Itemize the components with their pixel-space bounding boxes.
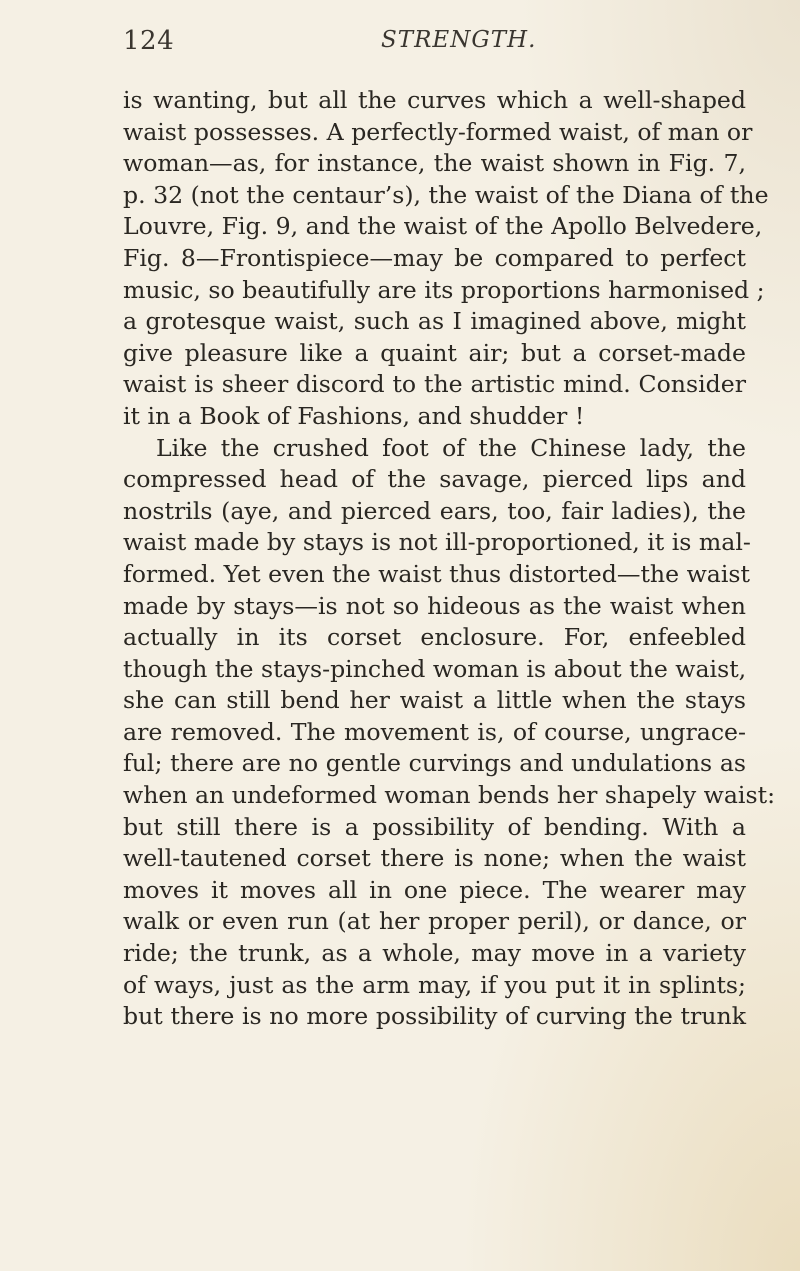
page-header [123,26,743,66]
text-line: waist is sheer discord to the artistic mind. Consider [123,370,746,399]
running-head: STRENGTH. [381,27,537,53]
text-line: ride; the trunk, as a whole, may move in a variety [123,939,746,968]
text-line: a grotesque waist, such as I imagined above, might [123,307,746,336]
text-line: give pleasure like a quaint air; but a corset-made [123,338,746,367]
text-line: is wanting, but all the curves which a well-shaped [123,86,746,114]
text-line: made by stays—is not so hideous as the waist when [123,591,746,620]
text-line: formed. Yet even the waist thus distorted—the waist [123,559,750,588]
text-line: Fig. 8—Frontispiece—may be compared to perfect [123,243,746,272]
text-line: waist made by stays is not ill-proportioned, it is mal- [123,528,751,557]
text-line: woman—as, for instance, the waist shown in Fig. 7, [123,149,746,178]
text-line: but still there is a possibility of bending. With a [123,812,746,841]
text-line: compressed head of the savage, pierced lips and [123,465,746,494]
text-line: ful; there are no gentle curvings and undulations as [123,749,746,778]
text-line: Louvre, Fig. 9, and the waist of the Apollo Belvedere, [123,212,763,241]
text-line: but there is no more possibility of curving the trunk [123,1002,746,1031]
text-line: well-tautened corset there is none; when the waist [123,844,746,873]
text-line: music, so beautifully are its proportions harmonised ; [123,275,765,304]
paragraph-end-line: it in a Book of Fashions, and shudder ! [123,401,585,430]
page-number: 124 [123,26,175,56]
paragraph-start-line: Like the crushed foot of the Chinese lady, the [156,433,746,462]
text-line: walk or even run (at her proper peril), or dance, or [123,907,746,936]
text-line: though the stays-pinched woman is about the waist, [123,654,747,683]
text-line: nostrils (aye, and pierced ears, too, fair ladies), the [123,496,746,525]
text-line: when an undeformed woman bends her shapely waist: [123,781,776,810]
text-line: moves it moves all in one piece. The wearer may [123,875,746,904]
text-line: of ways, just as the arm may, if you put it in splints; [123,970,746,999]
text-line: she can still bend her waist a little when the stays [123,686,746,715]
text-line: are removed. The movement is, of course, ungrace- [123,717,746,746]
text-line: p. 32 (not the centaur’s), the waist of the Diana of the [123,180,769,209]
text-line: actually in its corset enclosure. For, enfeebled [123,623,746,652]
text-line: waist possesses. A perfectly-formed waist, of man or [123,117,753,146]
body-text [123,85,776,1033]
